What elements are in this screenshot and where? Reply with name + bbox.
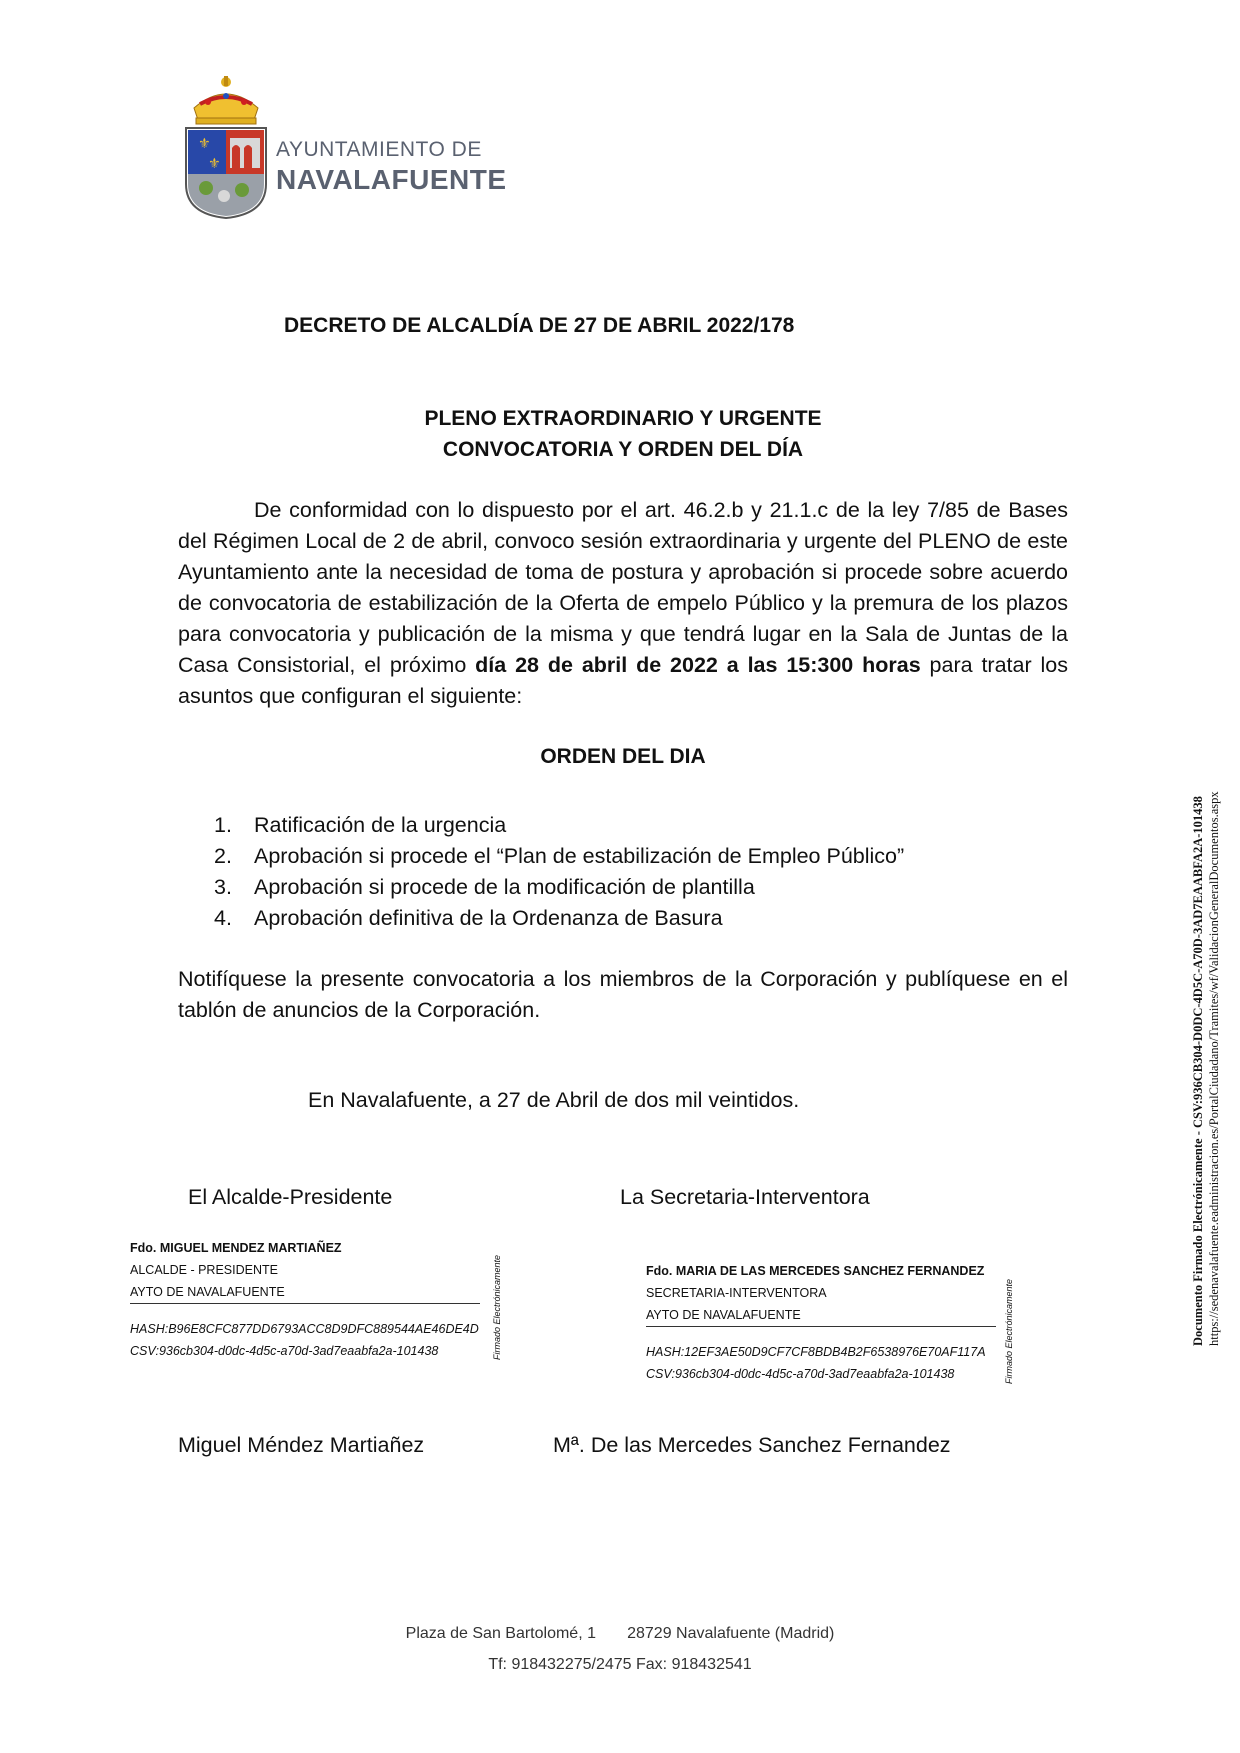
mayor-signature-block xyxy=(130,1237,480,1362)
logo-line2: NAVALAFUENTE xyxy=(276,164,507,195)
signature-csv: CSV:936cb304-d0dc-4d5c-a70d-3ad7eaabfa2a-101438 xyxy=(130,1344,439,1358)
mayor-name: Miguel Méndez Martiañez xyxy=(178,1433,425,1457)
agenda-list xyxy=(214,810,904,934)
agenda-item-number: 4. xyxy=(214,906,232,930)
agenda-item xyxy=(214,872,904,903)
signature-csv: CSV:936cb304-d0dc-4d5c-a70d-3ad7eaabfa2a-101438 xyxy=(646,1367,955,1381)
agenda-item-text: Aprobación definitiva de la Ordenanza de Basura xyxy=(254,906,723,930)
intro-end: para tratar los asuntos que configuran el siguiente: xyxy=(178,653,1068,708)
secretary-signature-block xyxy=(646,1260,996,1385)
signer-org: AYTO DE NAVALAFUENTE xyxy=(130,1281,480,1304)
svg-text:⚜: ⚜ xyxy=(198,136,211,152)
signer-role: SECRETARIA-INTERVENTORA xyxy=(646,1286,827,1300)
agenda-item-text: Ratificación de la urgencia xyxy=(254,813,507,837)
footer-phone: Tf: 918432275/2475 Fax: 918432541 xyxy=(488,1656,752,1673)
electronic-signature-stamp: Firmado Electrónicamente xyxy=(492,1254,502,1360)
intro-text: De conformidad con lo dispuesto por el art. 46.2.b y 21.1.c de la ley 7/85 de Bases del Régimen Local de 2 de abril, convoco sesión extraordinaria y urgente del PLENO de este Ayuntamiento ante la necesidad de toma de postura y aprobación si procede sobre acuerdo de convocatoria de estabilización de la Oferta de empelo Público y la premura de los plazos para convocatoria y publicación de la misma y que tendrá lugar en la Sala de Juntas de la Casa Consistorial, el próximo xyxy=(178,498,1068,677)
electronic-signature-stamp: Firmado Electrónicamente xyxy=(1004,1278,1014,1384)
agenda-item xyxy=(214,810,904,841)
decree-title: DECRETO DE ALCALDÍA DE 27 DE ABRIL 2022/178 xyxy=(284,314,795,337)
agenda-item-text: Aprobación si procede el “Plan de estabilización de Empleo Público” xyxy=(254,844,905,868)
agenda-item xyxy=(214,841,904,872)
side-url-line: https://sedenavalafuente.eadministracion.es/PortalCiudadano/Tramites/wf/ValidacionGeneralDocumentos.aspx xyxy=(1207,791,1221,1346)
signer-role: ALCALDE - PRESIDENTE xyxy=(130,1263,278,1277)
signer-name: Fdo. MARIA DE LAS MERCEDES SANCHEZ FERNANDEZ xyxy=(646,1264,985,1278)
side-verification-note xyxy=(1190,791,1222,1346)
session-subtitle: PLENO EXTRAORDINARIO Y URGENTE xyxy=(424,407,822,430)
side-csv-line: Documento Firmado Electrónicamente - CSV:936CB304-D0DC-4D5C-A70D-3AD7EAABFA2A-101438 xyxy=(1191,796,1205,1346)
intro-paragraph xyxy=(178,495,1068,712)
secretary-role: La Secretaria-Interventora xyxy=(620,1185,870,1209)
signer-name: Fdo. MIGUEL MENDEZ MARTIAÑEZ xyxy=(130,1241,342,1255)
notification-paragraph: Notifíquese la presente convocatoria a los miembros de la Corporación y publíquese en el tablón de anuncios de la Corporación. xyxy=(178,967,1068,1022)
footer-address: Plaza de San Bartolomé, 1 28729 Navalafuente (Madrid) xyxy=(405,1625,835,1642)
signature-hash: HASH:B96E8CFC877DD6793ACC8D9DFC889544AE46DE4D xyxy=(130,1322,479,1336)
agenda-item-number: 3. xyxy=(214,875,232,899)
agenda-item xyxy=(214,903,904,934)
svg-text:⚜: ⚜ xyxy=(208,156,221,172)
coat-of-arms-icon xyxy=(184,74,268,220)
signature-hash: HASH:12EF3AE50D9CF7CF8BDB4B2F6538976E70AF117A xyxy=(646,1345,986,1359)
signer-org: AYTO DE NAVALAFUENTE xyxy=(646,1304,996,1327)
agenda-item-text: Aprobación si procede de la modificación de plantilla xyxy=(254,875,755,899)
agenda-subtitle: CONVOCATORIA Y ORDEN DEL DÍA xyxy=(442,438,804,461)
logo-line1: AYUNTAMIENTO DE xyxy=(276,138,482,161)
mayor-role: El Alcalde-Presidente xyxy=(188,1185,393,1209)
agenda-item-number: 1. xyxy=(214,813,232,837)
secretary-name: Mª. De las Mercedes Sanchez Fernandez xyxy=(553,1433,951,1457)
agenda-heading: ORDEN DEL DIA xyxy=(540,745,706,768)
closing-line: En Navalafuente, a 27 de Abril de dos mil veintidos. xyxy=(308,1088,800,1112)
intro-date: día 28 de abril de 2022 a las 15:300 horas xyxy=(475,653,921,677)
agenda-item-number: 2. xyxy=(214,844,232,868)
